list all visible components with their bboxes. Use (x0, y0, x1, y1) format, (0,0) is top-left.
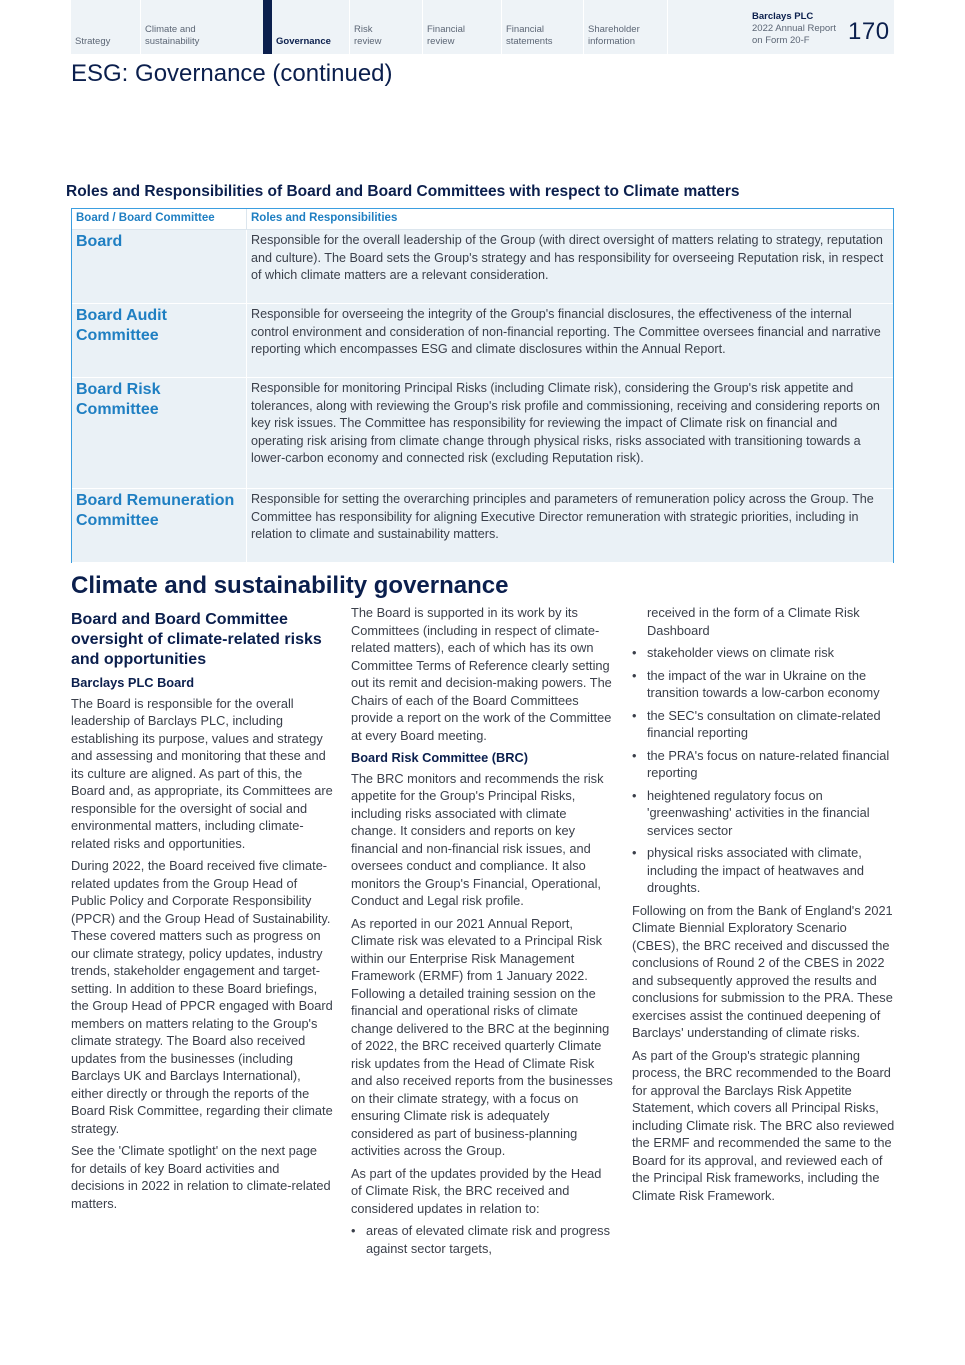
nav-tab-risk-review[interactable] (349, 0, 422, 54)
list-item: • heightened regulatory focus on 'greenwashing' activities in the financial services sector (632, 787, 896, 840)
list-item: • the SEC's consultation on climate-related financial reporting (632, 707, 896, 742)
bullet-list (632, 644, 896, 897)
committee-roles: Responsible for overseeing the integrity of the Group's financial disclosures, the effectiveness of the internal control environment and consideration of non-financial reporting. The Committee oversees financial and narrative reporting which encompasses ESG and climate disclosures within the Annual Report. (251, 307, 881, 356)
committee-name: Board (72, 230, 247, 303)
roles-table-header (72, 209, 893, 230)
list-item: • the PRA's focus on nature-related financial reporting (632, 747, 896, 782)
roles-table-heading: Roles and Responsibilities of Board and Board Committees with respect to Climate matters (66, 183, 740, 200)
nav-tab-climate[interactable] (140, 0, 263, 54)
header-committee: Board / Board Committee (72, 209, 247, 229)
committee-roles: Responsible for monitoring Principal Risks (including Climate risk), considering the Group's risk appetite and tolerances, along with reviewing the Group's risk profile and commissioning, receiving and considering reports on key risk issues. The Committee has responsibility for reviewing the impact of Climate risk on financial and operating risk arising from climate change through physical risks, risks associated with transitioning towards a lower-carbon economy and connected risk (excluding Reputation risk). (251, 381, 880, 465)
committee-name: Board Audit Committee (72, 304, 247, 377)
report-brand (752, 11, 836, 47)
list-item-continued: received in the form of a Climate Risk Dashboard (647, 605, 860, 638)
nav-tab-strategy[interactable] (71, 0, 140, 54)
table-row (72, 304, 893, 378)
page-number: 170 (848, 18, 890, 45)
nav-tab-financial-review[interactable] (422, 0, 501, 54)
paragraph: As part of the Group's strategic planning process, the BRC recommended to the Board for approval the Barclays Risk Appetite Statement, which covers all Principal Risks, including Climate risk. The BRC also reviewed the ERMF and recommended the same to the Board for its approval, and reviewed each of the Principal Risk frameworks, including the Climate Risk Framework. (632, 1047, 895, 1203)
paragraph: During 2022, the Board received five climate-related updates from the Group Head of Public Policy and Corporate Responsibility (PPCR) and the Group Head of Sustainability. These covered matters such as progress on our climate strategy, policy updates, industry trends, stakeholder engagement and target-setting. In addition to these Board briefings, the Group Head of PPCR engaged with Board members on matters relating to the Group's climate strategy. The Board also received updates from the businesses (including Barclays UK and Barclays International), either directly or through the reports of the Board Risk Committee, regarding their climate strategy. (71, 858, 333, 1136)
roles-table (71, 208, 894, 563)
list-item: • the impact of the war in Ukraine on the transition towards a low-carbon economy (632, 667, 896, 702)
section-title: Climate and sustainability governance (71, 572, 509, 599)
nav-tab-label: Climate and sustainability (145, 24, 200, 47)
brand-subtitle-2: on Form 20-F (752, 35, 810, 46)
committee-roles: Responsible for the overall leadership of the Group (with direct oversight of matters relating to strategy, reputation and culture). The Board sets the Group's strategy and has responsibility for overseeing Reputation risk, in respect of which climate matters are a relevant consideration. (251, 233, 884, 282)
paragraph: Following on from the Bank of England's 2021 Climate Biennial Exploratory Scenario (CBES), the BRC received and discussed the conclusions of Round 2 of the CBES in 2022 and subsequently approved the results and conclusions for submission to the PRA. These exercises assist the continued deepening of Barclays' understanding of climate risks. (632, 902, 893, 1040)
list-item: • physical risks associated with climate, including the impact of heatwaves and droughts. (632, 844, 896, 897)
subheading: Board and Board Committee oversight of climate-related risks and opportunities (71, 611, 322, 668)
table-row (72, 489, 893, 563)
header-roles: Roles and Responsibilities (251, 212, 398, 224)
paragraph: The Board is responsible for the overall leadership of Barclays PLC, including establishing its purpose, values and strategy and assessing and monitoring that these and its culture are aligned. As part of this, the Board and, as appropriate, its Committees are responsible for the oversight of social and environmental matters, including climate-related risks and opportunities. (71, 695, 333, 851)
bullet-list (351, 1222, 615, 1257)
brand-name: Barclays PLC (752, 11, 814, 22)
paragraph: As reported in our 2021 Annual Report, Climate risk was elevated to a Principal Risk within our Enterprise Risk Management Framework (ERMF) from 1 January 2022. Following a detailed training session on the financial and operational risks of climate change delivered to the BRC at the beginning of 2022, the BRC received quarterly Climate risk updates from the Head of Climate Risk and also received reports from the businesses on their climate strategy, with a focus on ensuring Climate risk is adequately considered as part of business-planning activities across the Group. (351, 915, 613, 1158)
table-row (72, 378, 893, 489)
paragraph: The BRC monitors and recommends the risk appetite for the Group's Principal Risks, including risks associated with climate change. It considers and reports on key financial and non-financial risk issues, and oversees conduct and compliance. It also monitors the Group's Financial, Operational, Conduct and Legal risk profile. (351, 770, 604, 908)
paragraph: The Board is supported in its work by its Committees (including in respect of climate-related matters), each of which has its own Committee Terms of Reference clearly setting out its remit and decision-making powers. The Chairs of each of the Board Committees provide a report on the work of the Committee at every Board meeting. (351, 605, 612, 743)
committee-roles: Responsible for setting the overarching principles and parameters of remuneration policy across the Group. The Committee has responsibility for aligning Executive Director remuneration with strategic priorities, including in relation to climate and sustainability matters. (251, 492, 874, 541)
nav-tab-financial-statements[interactable] (501, 0, 583, 54)
plc-board-heading: Barclays PLC Board (71, 675, 195, 690)
paragraph: See the 'Climate spotlight' on the next page for details of key Board activities and decisions in 2022 in relation to climate-related matters. (71, 1143, 331, 1211)
list-item: • areas of elevated climate risk and progress against sector targets, (351, 1222, 615, 1257)
brand-subtitle-1: 2022 Annual Report (752, 23, 836, 34)
nav-tab-label: Financial statements (506, 24, 553, 47)
committee-name: Board Remuneration Committee (72, 489, 247, 562)
text-column-2 (351, 604, 615, 1262)
nav-tab-label: Risk review (354, 24, 382, 47)
list-item: • stakeholder views on climate risk (632, 644, 896, 662)
nav-tab-label: Financial review (427, 24, 466, 47)
text-column-1 (71, 610, 335, 1217)
paragraph: As part of the updates provided by the Head of Climate Risk, the BRC received and considered updates in relation to: (351, 1165, 602, 1216)
table-row (72, 230, 893, 304)
brc-heading: Board Risk Committee (BRC) (351, 750, 529, 765)
nav-tab-label: Strategy (75, 36, 111, 47)
nav-tab-label: Shareholder information (588, 24, 640, 47)
nav-tab-governance[interactable] (263, 0, 349, 54)
committee-name: Board Risk Committee (72, 378, 247, 488)
nav-tab-shareholder-information[interactable] (583, 0, 667, 54)
page-title: ESG: Governance (continued) (71, 60, 393, 87)
text-column-3 (632, 604, 896, 1209)
nav-tab-label: Governance (276, 36, 331, 47)
